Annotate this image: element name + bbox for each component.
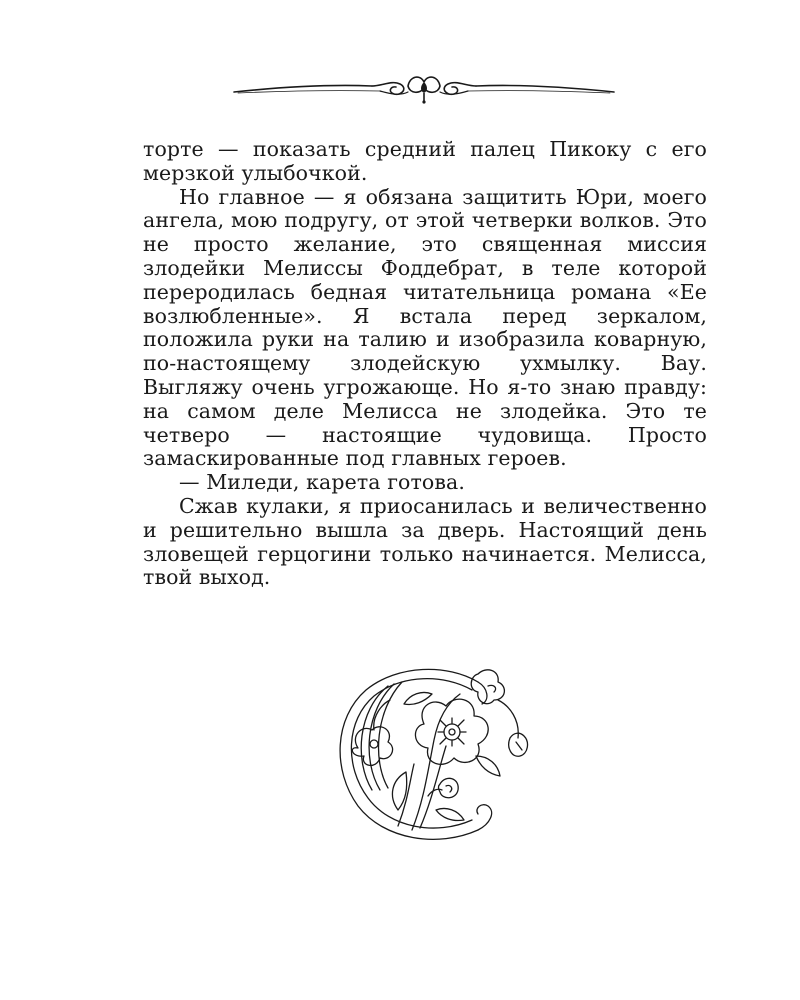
poppy-initial-ornament (328, 660, 544, 846)
paragraph-3-dialogue: — Миледи, карета готова. (179, 470, 465, 495)
paragraph-4: Сжав кулаки, я приосанилась и величественно и решительно вышла за дверь. Настоящий день зловещей герцогини только начинается. Мелисса, твой выход. (143, 493, 707, 590)
header-flourish-ornament (232, 72, 616, 104)
paragraph-1: торте — показать средний палец Пикоку с его мерзкой улыбочкой. (143, 137, 707, 185)
body-text (143, 138, 707, 590)
paragraph-2: Но главное — я обязана защитить Юри, моего ангела, мою подругу, от этой четверки волков. Это не просто желание, это священная миссия злодейки Мелиссы Фоддебрат, в теле которой переродилась бедная читательница романа «Ее возлюбленные». Я встала перед зеркалом, положила руки на талию и изобразила коварную, по-настоящему злодейскую ухмылку. Вау. Выгляжу очень угрожающе. Но я-то знаю правду: на самом деле Мелисса не злодейка. Это те четверо — настоящие чудовища. Просто замаскированные под главных героев. (143, 184, 707, 471)
